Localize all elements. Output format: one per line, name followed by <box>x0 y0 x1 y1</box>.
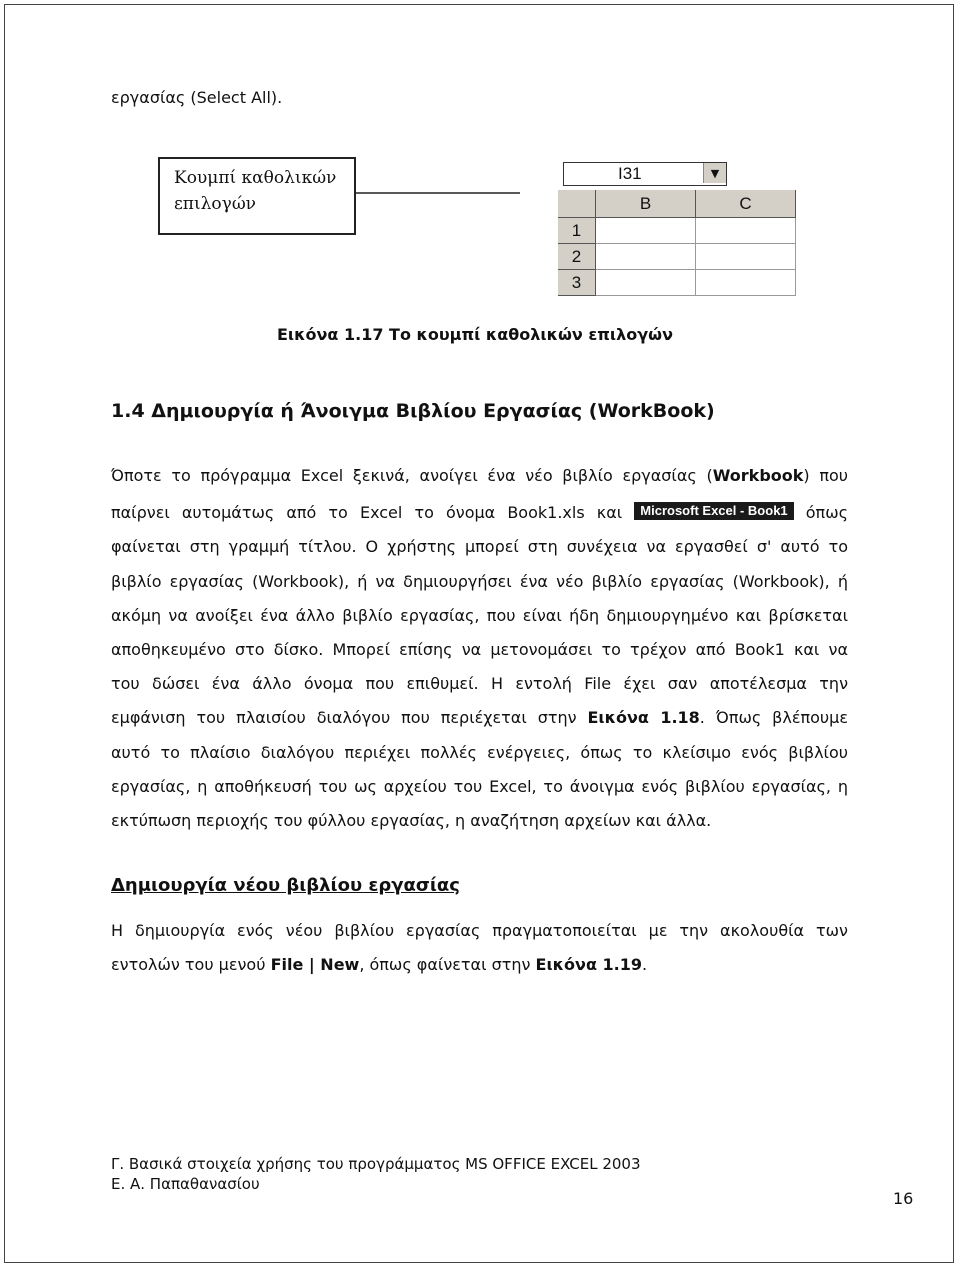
para2-line-1: Η δημιουργία ενός νέου βιβλίου εργασίας πραγματοποιείται με την ακολουθία των <box>111 921 848 940</box>
section-heading: 1.4 Δημιουργία ή Άνοιγμα Βιβλίου Εργασίας (WorkBook) <box>111 400 715 422</box>
para1-line-9: αυτό το πλαίσιο διαλόγου περιέχει πολλές ενέργειες, όπως το κλείσιμο ενός βιβλίου <box>111 743 848 762</box>
column-header-b[interactable]: B <box>596 190 696 218</box>
cell[interactable] <box>596 270 696 296</box>
row-header-1[interactable]: 1 <box>558 218 596 244</box>
para1-line-10: εργασίας, η αποθήκευσή του ως αρχείου του Excel, το άνοιγμα ενός βιβλίου εργασίας, η <box>111 777 848 796</box>
name-box-value: I31 <box>618 164 642 183</box>
title-bar-image: Microsoft Excel - Book1 <box>634 502 793 520</box>
intro-line: εργασίας (Select All). <box>111 88 283 107</box>
callout-line-1: Κουμπί καθολικών <box>174 168 337 188</box>
cell[interactable] <box>696 218 796 244</box>
sheet-grid <box>558 190 796 296</box>
para1-line-11: εκτύπωση περιοχής του φύλλου εργασίας, η αναζήτηση αρχείων και άλλα. <box>111 811 712 830</box>
cell[interactable] <box>596 218 696 244</box>
para1-line-3: φαίνεται στη γραμμή τίτλου. Ο χρήστης μπορεί στη συνέχεια να εργασθεί σ' αυτό το <box>111 537 848 556</box>
para1-line-5: ακόμη να ανοίξει ένα άλλο βιβλίο εργασίας, που είναι ήδη δημιουργημένο και βρίσκεται <box>111 606 848 625</box>
cell[interactable] <box>696 244 796 270</box>
select-all-button[interactable] <box>558 190 596 218</box>
para1-line-7: του δώσει ένα άλλο όνομα που επιθυμεί. Η εντολή File έχει σαν αποτέλεσμα την <box>111 674 848 693</box>
callout-box <box>158 157 356 235</box>
figure-caption: Εικόνα 1.17 Το κουμπί καθολικών επιλογών <box>277 325 673 344</box>
para2-line-2: εντολών του μενού File | New, όπως φαίνεται στην Εικόνα 1.19. <box>111 955 648 974</box>
para1-line-2: παίρνει αυτομάτως από το Excel το όνομα Book1.xls και Microsoft Excel - Book1 όπως <box>111 503 848 522</box>
para1-line-6: αποθηκευμένο στο δίσκο. Μπορεί επίσης να μετονομάσει το τρέχον από Book1 και να <box>111 640 848 659</box>
subheading: Δημιουργία νέου βιβλίου εργασίας <box>111 875 460 896</box>
cell[interactable] <box>596 244 696 270</box>
cell[interactable] <box>696 270 796 296</box>
row-header-2[interactable]: 2 <box>558 244 596 270</box>
para1-line-4: βιβλίο εργασίας (Workbook), ή να δημιουργήσει ένα νέο βιβλίο εργασίας (Workbook), ή <box>111 572 848 591</box>
callout-line-2: επιλογών <box>174 194 257 214</box>
footer-line-2: Ε. Α. Παπαθανασίου <box>111 1175 260 1193</box>
row-header-3[interactable]: 3 <box>558 270 596 296</box>
chevron-down-icon[interactable]: ▼ <box>703 163 726 183</box>
column-header-c[interactable]: C <box>696 190 796 218</box>
excel-snippet <box>520 152 796 300</box>
footer-line-1: Γ. Βασικά στοιχεία χρήσης του προγράμματος MS OFFICE EXCEL 2003 <box>111 1155 641 1173</box>
para1-line-1: Όποτε το πρόγραμμα Excel ξεκινά, ανοίγει ένα νέο βιβλίο εργασίας (Workbook) που <box>111 466 849 485</box>
para1-line-8: εμφάνιση του πλαισίου διαλόγου που περιέχεται στην Εικόνα 1.18. Όπως βλέπουμε <box>111 708 849 727</box>
page-number: 16 <box>893 1189 914 1208</box>
